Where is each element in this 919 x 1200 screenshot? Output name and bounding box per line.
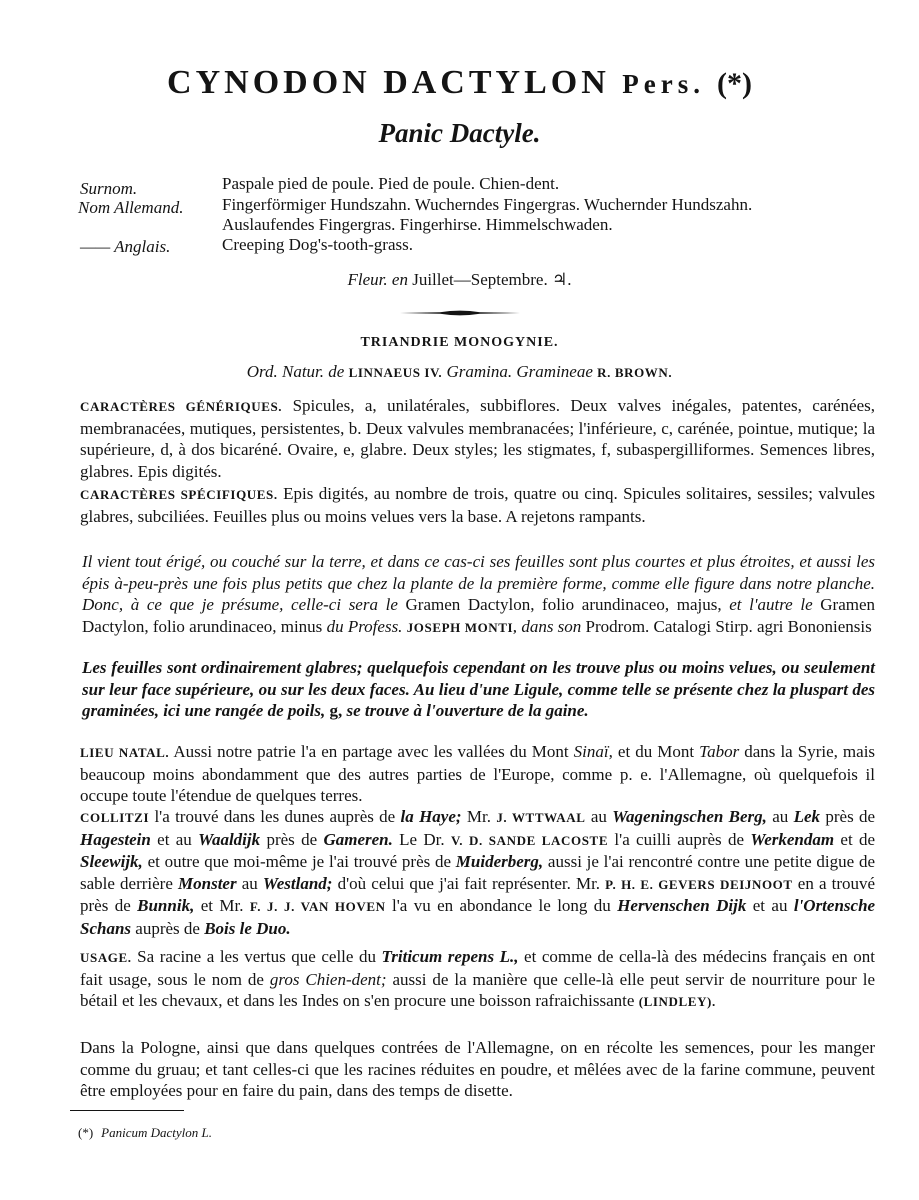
leaves-note: Les feuilles sont ordinairement glabres; quelquefois cependant on les trouve plus ou moins velues, ou seulement sur leur face supérieure, ou sur les deux faces. Au lieu d'une Ligule, comme telle se présente chez la pluspart des graminées, ici une rangée de poils, g, se trouve à l'ouverture de la gaine. (82, 658, 875, 721)
title-footnote-mark: (*) (716, 67, 752, 100)
nom-allemand-value-2: Auslaufendes Fingergras. Fingerhirse. Himmelschwaden. (222, 215, 613, 234)
ornament-divider (400, 309, 520, 317)
native-habitat: LIEU NATAL. Aussi notre patrie l'a en partage avec les vallées du Mont Sinaï, et du Mont Tabor dans la Syrie, mais beaucoup moins abondamment que des autres parties de l'Europe, comme p. e. l'Allemagne, où quelquefois il occupe toute l'étendue de quelques terres. (80, 742, 876, 806)
surnom-value: Paspale pied de poule. Pied de poule. Chien-dent. (222, 174, 560, 193)
page-subtitle: Panic Dactyle. (378, 118, 541, 148)
usage-label: USAGE. (80, 950, 132, 965)
footnote-text: Panicum Dactylon L. (101, 1125, 213, 1140)
anglais-label: —— Anglais. (80, 237, 171, 256)
poland-usage: Dans la Pologne, ainsi que dans quelques contrées de l'Allemagne, on en récolte les semences, pour les manger comme du gruau; et tant celles-ci que les racines réduites en poudre, et mêlées avec de la farine commune, peuvent être employées pour en faire du pain, dans des temps de disette. (80, 1038, 875, 1101)
habit-note: Il vient tout érigé, ou couché sur la terre, et dans ce cas-ci ses feuilles sont plus courtes et plus étroites, et aussi les épis à-peu-près une fois plus petits que chez la plante de la première forme, comme elle figure dans notre planche. Donc, à ce que je présume, celle-ci sera le Gramen Dactylon, folio arundinaceo, majus, et l'autre le Gramen Dactylon, folio arundinaceo, minus du Profess. JOSEPH MONTI, dans son Prodrom. Catalogi Stirp. agri Bononiensis (82, 552, 876, 636)
specific-characters (80, 483, 875, 527)
generic-characters-text: Spicules, a, unilatérales, subbiflores. Deux valves inégales, patentes, carénées, membranacées, mutiques, persistentes, b. Deux valvules membranacées; l'inférieure, c, carénée, pointue, mutique; la supérieure, d, à dos bicaréné. Ovaire, e, glabre. Deux styles; les stigmates, f, subaspergilliformes. Semences libres, glabres. Epis digités. (80, 396, 876, 481)
flowering-period: Fleur. en Juillet—Septembre. ♃. (347, 270, 572, 289)
footnote-rule (70, 1110, 184, 1111)
localities: COLLITZI l'a trouvé dans les dunes auprès de la Haye; Mr. J. WTTWAAL au Wageningschen Berg, au Lek près de Hagestein et au Waaldijk près de Gameren. Le Dr. V. D. SANDE LACOSTE l'a cuilli auprès de Werkendam et de Sleewijk, et outre que moi-même je l'ai trouvé près de Muiderberg, aussi je l'ai rencontré contre une petite digue de sable derrière Monster au Westland; d'où celui que j'ai fait représenter. Mr. P. H. E. GEVERS DEIJNOOT en a trouvé près de Bunnik, et Mr. F. J. J. VAN HOVEN l'a vu en abondance le long du Hervenschen Dijk et au l'Ortensche Schans auprès de Bois le Duo. (80, 807, 876, 938)
natural-order: Ord. Natur. de LINNAEUS IV. Gramina. Gramineae R. BROWN. (246, 362, 673, 381)
page-title (0, 64, 919, 102)
nom-allemand-value: Fingerförmiger Hundszahn. Wucherndes Fingergras. Wuchernder Hundszahn. (222, 195, 753, 214)
specific-characters-label: CARACTÈRES SPÉCIFIQUES. (80, 487, 278, 502)
generic-characters (80, 395, 875, 482)
linnaean-class: TRIANDRIE MONOGYNIE. (360, 335, 559, 350)
usage: USAGE. Sa racine a les vertus que celle du Triticum repens L., et comme de cella-là des médecins français en ont fait usage, sous le nom de gros Chien-dent; aussi de la manière que celle-là elle peut servir de nourriture pour le bétail et les chevaux, et dans les Indes on s'en procure une boisson rafraichissante (LINDLEY). (80, 947, 876, 1011)
footnote-mark: (*) (78, 1125, 94, 1140)
specific-characters-text: Epis digités, au nombre de trois, quatre ou cinq. Spicules solitaires, sessiles; valvules glabres, subciliées. Feuilles plus ou moins velues vers la base. A rejetons rampants. (80, 484, 876, 526)
native-habitat-label: LIEU NATAL. (80, 745, 170, 760)
footnote (78, 1125, 212, 1141)
title-genus-species: CYNODON DACTYLON (167, 64, 610, 101)
generic-characters-label: CARACTÈRES GÉNÉRIQUES. (80, 399, 283, 414)
anglais-value: Creeping Dog's-tooth-grass. (222, 235, 413, 254)
title-author: Pers. (622, 69, 705, 99)
perennial-symbol: ♃. (551, 270, 572, 289)
nom-allemand-label: Nom Allemand. (78, 198, 184, 217)
surnom-label: Surnom. (80, 179, 138, 198)
